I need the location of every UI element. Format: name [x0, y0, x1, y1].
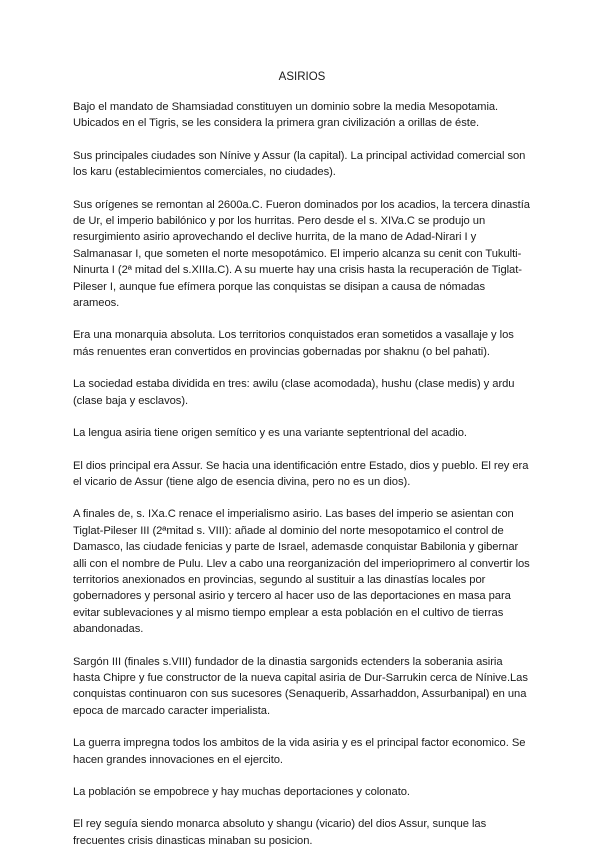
- paragraph-rey: El rey seguía siendo monarca absoluto y shangu (vicario) del dios Assur, sunque las frecuentes crisis dinasticas minaban su posicion.: [73, 818, 487, 847]
- paragraph-lengua: La lengua asiria tiene origen semítico y es una variante septentrional del acadio.: [73, 427, 467, 440]
- paragraph-dios: El dios principal era Assur. Se hacia una identificación entre Estado, dios y pueblo. El rey era el vicario de Assur (tiene algo de esencia divina, pero no es un dios).: [73, 459, 529, 488]
- document-title: ASIRIOS: [278, 71, 326, 83]
- document-page: [73, 69, 531, 865]
- paragraph-poblacion: La población se empobrece y hay muchas deportaciones y colonato.: [73, 786, 410, 798]
- paragraph-ciudades: Sus principales ciudades son Nínive y Assur (la capital). La principal actividad comercial son los karu (establecimientos comerciales, no ciudades).: [73, 149, 526, 179]
- paragraph-origenes: Sus orígenes se remontan al 2600a.C. Fueron dominados por los acadios, la tercera dinastía de Ur, el imperio babilónico y por los hurritas. Pero desde el s. XIVa.C se produjo un resurgimiento asirio aprovechando el declive hurrita, de la mano de Adad-Nirari I y Salmanasar I, que someten el norte mesopotámico. El imperio alcanza su cenit con Tukulti-Ninurta I (2ª mitad del s.XIIIa.C). A su muerte hay una crisis hasta la recuperación de Tiglat-Pileser I, aunque fue efímera porque las conquistas se disipan a causa de nómadas arameos.: [73, 198, 530, 310]
- paragraph-guerra: La guerra impregna todos los ambitos de la vida asiria y es el principal factor economico. Se hacen grandes innovaciones en el ejercito.: [73, 737, 526, 766]
- paragraph-sargon: Sargón III (finales s.VIII) fundador de la dinastia sargonids ectenders la soberania asiria hasta Chipre y fue constructor de la nueva capital asiria de Dur-Sarrukin cerca de Nínive.Las conquistas continuaron con sus sucesores (Senaquerib, Assarhaddon, Assurbanipal) en una epoca de marcado caracter imperialista.: [73, 655, 528, 717]
- paragraph-sociedad: La sociedad estaba dividida en tres: awilu (clase acomodada), hushu (clase medis) y ardu (clase baja y esclavos).: [73, 378, 515, 407]
- paragraph-monarquia: Era una monarquia absoluta. Los territorios conquistados eran sometidos a vasallaje y los más renuentes eran convertidos en provincias gobernadas por shaknu (o bel pahati).: [73, 329, 514, 358]
- paragraph-imperialismo: A finales de, s. IXa.C renace el imperialismo asirio. Las bases del imperio se asientan con Tiglat-Pileser III (2ªmitad s. VIII): añade al dominio del norte mesopotamico el control de Damasco, las ciudade fenicias y parte de Israel, ademasde conquistar Babilonia y gibernar alli con el nombre de Pulu. Llev a cabo una reorganización del imperioprimero al convertir los territorios anexionados en provincias, segundo al sustituir a las dinastías locales por gobernadores y personal asirio y tercero al hacer uso de las deportaciones en masa para evitar sublevaciones y al mismo tiempo emplear a esta población en el cultivo de tierras abandonadas.: [73, 508, 530, 636]
- paragraph-shamsiadad: Bajo el mandato de Shamsiadad constituyen un dominio sobre la media Mesopotamia. Ubicados en el Tigris, se les considera la primera gran civilización a orillas de éste.: [73, 101, 499, 130]
